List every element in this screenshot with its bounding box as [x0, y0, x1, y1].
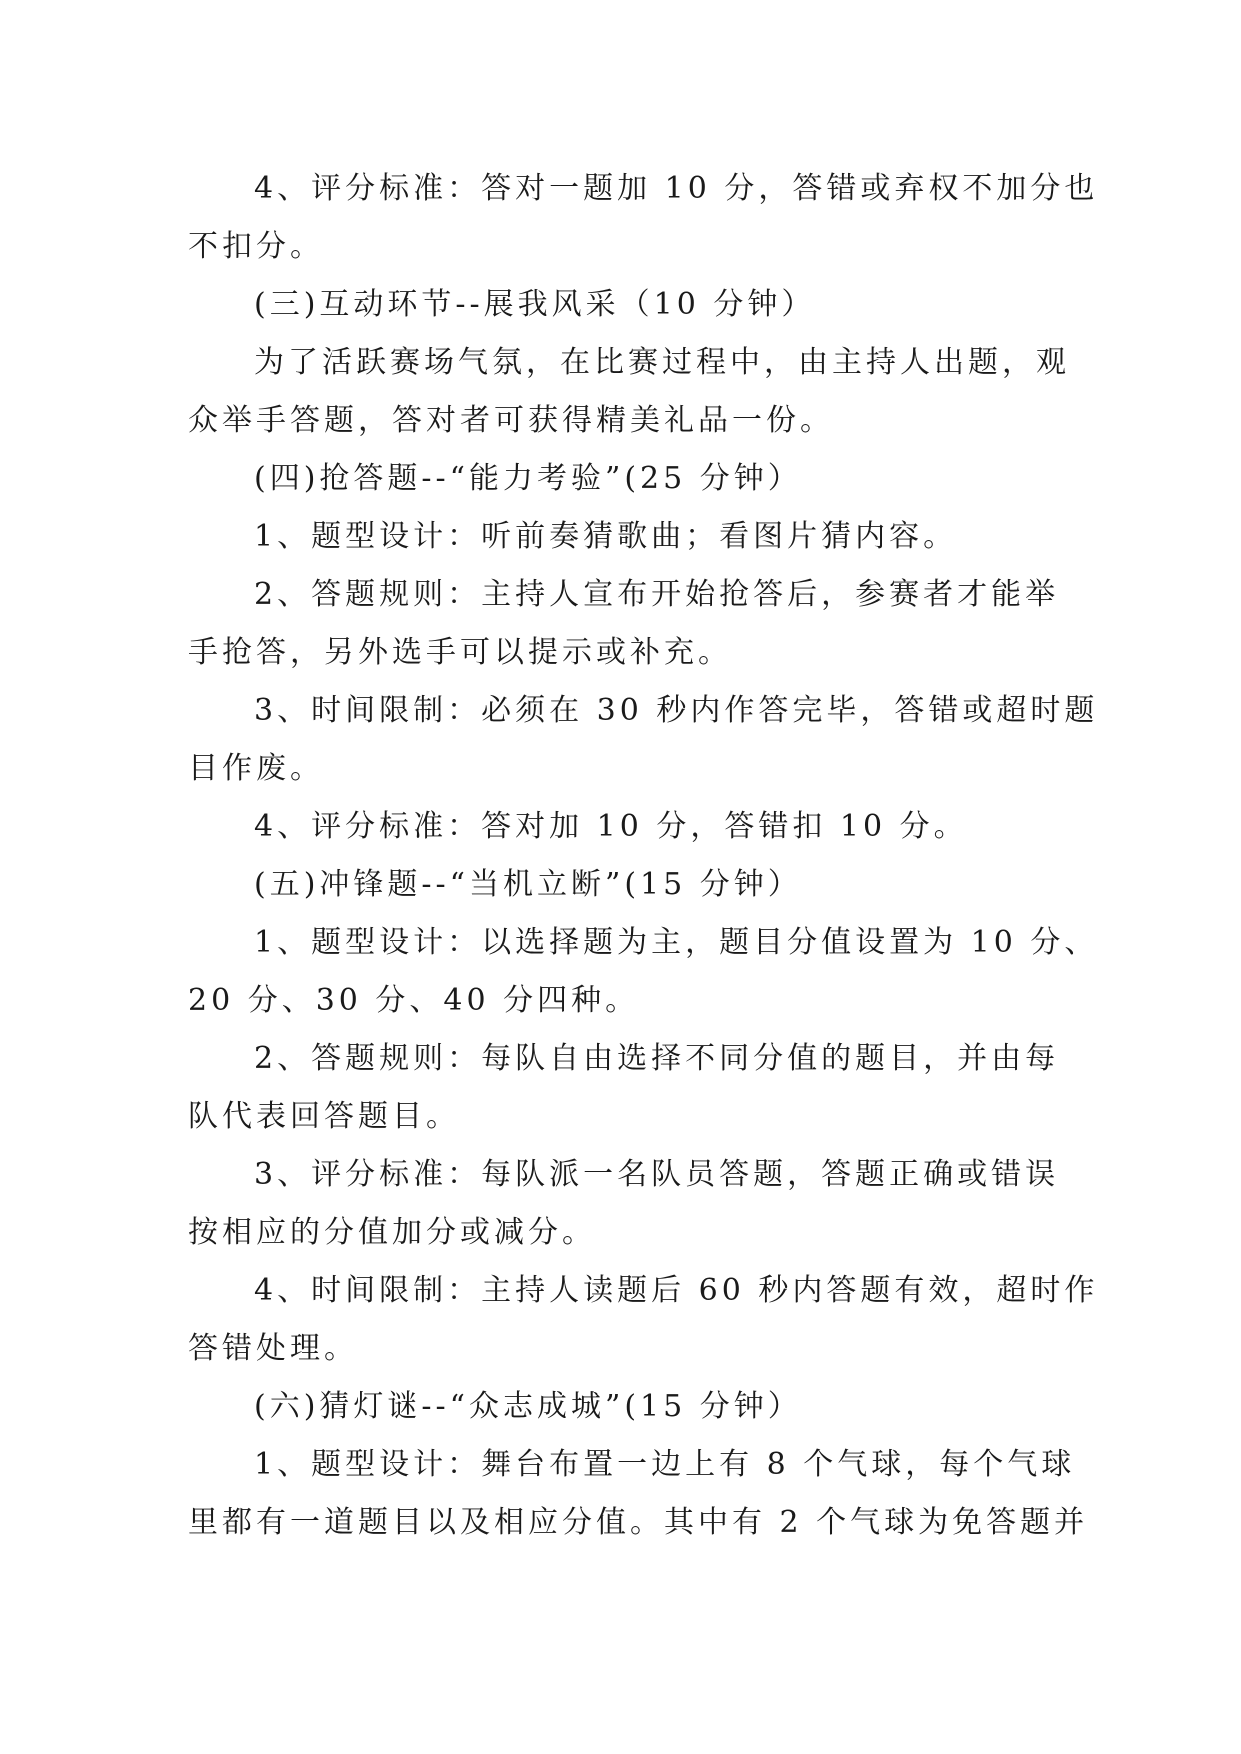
section-4-item-3-line-1: 3、时间限制：必须在 30 秒内作答完毕，答错或超时题: [254, 693, 1099, 728]
section-6-item-1-line-2: 里都有一道题目以及相应分值。其中有 2 个气球为免答题并: [188, 1505, 1089, 1540]
section-4-item-2-line-1: 2、答题规则：主持人宣布开始抢答后，参赛者才能举: [254, 577, 1060, 612]
section-5-item-4-line-2: 答错处理。: [188, 1331, 358, 1366]
section-5-item-3-line-1: 3、评分标准：每队派一名队员答题，答题正确或错误: [254, 1157, 1060, 1192]
scoring-standard-line-1: 4、评分标准：答对一题加 10 分，答错或弃权不加分也: [254, 171, 1099, 206]
section-5-item-2-line-1: 2、答题规则：每队自由选择不同分值的题目，并由每: [254, 1041, 1060, 1076]
scoring-standard-line-2: 不扣分。: [188, 229, 324, 264]
section-5-item-4-line-1: 4、时间限制：主持人读题后 60 秒内答题有效，超时作: [254, 1273, 1099, 1308]
section-3-paragraph-line-1: 为了活跃赛场气氛，在比赛过程中，由主持人出题，观: [254, 345, 1070, 380]
document-body: [188, 160, 1099, 1552]
section-4-heading: (四)抢答题--“能力考验”(25 分钟）: [254, 461, 802, 496]
section-6-item-1-line-1: 1、题型设计：舞台布置一边上有 8 个气球，每个气球: [254, 1447, 1076, 1482]
section-4-item-4: 4、评分标准：答对加 10 分，答错扣 10 分。: [254, 809, 968, 844]
section-5-heading: (五)冲锋题--“当机立断”(15 分钟）: [254, 867, 802, 902]
section-3-paragraph-line-2: 众举手答题，答对者可获得精美礼品一份。: [188, 403, 834, 438]
section-3-heading: (三)互动环节--展我风采（10 分钟）: [254, 287, 816, 322]
section-4-item-1: 1、题型设计：听前奏猜歌曲；看图片猜内容。: [254, 519, 958, 554]
section-6-heading: (六)猜灯谜--“众志成城”(15 分钟）: [254, 1389, 802, 1424]
section-5-item-1-line-2: 20 分、30 分、40 分四种。: [188, 983, 640, 1018]
section-5-item-3-line-2: 按相应的分值加分或减分。: [188, 1215, 596, 1250]
section-5-item-1-line-1: 1、题型设计：以选择题为主，题目分值设置为 10 分、: [254, 925, 1099, 960]
section-4-item-2-line-2: 手抢答，另外选手可以提示或补充。: [188, 635, 732, 670]
section-4-item-3-line-2: 目作废。: [188, 751, 324, 786]
section-5-item-2-line-2: 队代表回答题目。: [188, 1099, 460, 1134]
